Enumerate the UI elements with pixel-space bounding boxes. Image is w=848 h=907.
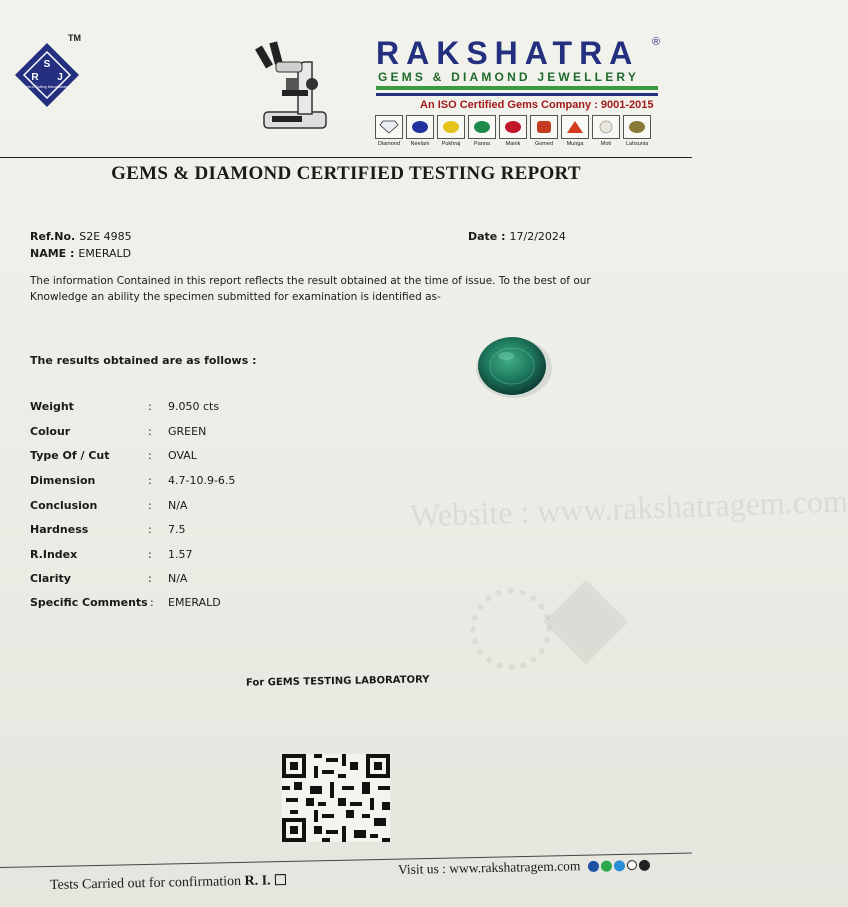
date-label: Date : <box>468 230 506 243</box>
date-value: 17/2/2024 <box>509 230 566 243</box>
result-value: 4.7-10.9-6.5 <box>168 474 236 487</box>
result-label: Specific Comments <box>30 596 148 609</box>
result-label: Type Of / Cut <box>30 449 110 462</box>
gem-item <box>530 115 558 147</box>
play-icon[interactable] <box>627 860 637 870</box>
result-separator: : <box>148 523 152 536</box>
report-title: GEMS & DIAMOND CERTIFIED TESTING REPORT <box>111 163 581 184</box>
result-label: Weight <box>30 400 74 413</box>
gem-label: Gomed <box>534 141 554 147</box>
result-value: EMERALD <box>168 596 221 609</box>
reference-line <box>30 227 132 245</box>
website-footer <box>398 857 650 878</box>
header-divider <box>0 157 692 158</box>
name-label: NAME : <box>30 247 75 260</box>
gem-label: Munga <box>566 141 584 147</box>
name-line <box>30 244 131 262</box>
lahsunia-gem-icon <box>628 120 646 134</box>
gem-label: Lahsunia <box>625 141 649 147</box>
pukhraj-gem-icon <box>442 120 460 134</box>
logo-letter-j: J <box>57 72 63 83</box>
website-watermark: Website : www.rakshatragem.com <box>409 482 848 534</box>
logo-caption: Gem-n-Cutting Manufacturers <box>23 85 71 89</box>
gem-item <box>623 115 651 147</box>
gomed-gem-icon <box>535 120 553 134</box>
result-value: GREEN <box>168 425 207 438</box>
result-value: OVAL <box>168 449 197 462</box>
result-separator: : <box>148 499 152 512</box>
gem-item <box>561 115 589 147</box>
instagram-icon[interactable] <box>639 860 650 871</box>
brand-name: RAKSHATRA <box>376 35 640 71</box>
twitter-icon[interactable] <box>614 860 625 871</box>
confirmation-checkbox[interactable] <box>274 874 285 885</box>
result-separator: : <box>148 449 152 462</box>
result-separator: : <box>148 474 152 487</box>
company-logo <box>14 42 80 108</box>
result-value: 7.5 <box>168 523 186 536</box>
result-label: Dimension <box>30 474 96 487</box>
result-value: 1.57 <box>168 548 193 561</box>
brand-subtitle: GEMS & DIAMOND JEWELLERY <box>378 70 640 84</box>
result-label: R.Index <box>30 548 78 561</box>
gem-item <box>437 115 465 147</box>
logo-letter-r: R <box>31 72 39 83</box>
facebook-icon[interactable] <box>588 861 599 872</box>
results-heading: The results obtained are as follows : <box>30 354 257 367</box>
iso-certification: An ISO Certified Gems Company : 9001-2015 <box>420 99 654 111</box>
neelam-gem-icon <box>411 120 429 134</box>
emerald-stone-photo <box>472 334 552 400</box>
name-value: EMERALD <box>78 247 132 260</box>
gem-label: Moti <box>600 141 612 147</box>
gem-item <box>499 115 527 147</box>
ref-value: S2E 4985 <box>79 230 132 243</box>
tests-method: R. I. <box>244 873 271 889</box>
tests-text: Tests Carried out for confirmation <box>49 874 242 893</box>
gem-icon-row <box>375 115 651 147</box>
gem-item <box>375 115 403 147</box>
gem-label: Diamond <box>377 141 400 147</box>
result-separator: : <box>148 425 152 438</box>
whatsapp-icon[interactable] <box>601 861 612 872</box>
microscope-icon <box>252 40 330 132</box>
watermark-ring-icon <box>470 588 552 670</box>
social-icons <box>588 860 650 872</box>
watermark-diamond-icon <box>544 580 629 665</box>
result-separator: : <box>150 596 154 609</box>
gem-item <box>406 115 434 147</box>
trademark-mark: TM <box>68 33 81 43</box>
result-separator: : <box>148 400 152 413</box>
diamond-gem-icon <box>380 120 398 134</box>
result-value: N/A <box>168 572 188 585</box>
result-label: Colour <box>30 425 71 438</box>
gem-label: Manik <box>505 141 521 147</box>
result-label: Clarity <box>30 572 71 585</box>
qr-code[interactable] <box>282 754 390 842</box>
result-label: Hardness <box>30 523 89 536</box>
gem-item <box>468 115 496 147</box>
brand-underline <box>376 86 658 96</box>
logo-letter-s: S <box>43 59 51 70</box>
moti-gem-icon <box>597 120 615 134</box>
registered-mark: ® <box>652 36 661 48</box>
gem-label: Pukhraj <box>441 141 461 147</box>
ref-label: Ref.No. <box>30 230 76 243</box>
panna-gem-icon <box>473 120 491 134</box>
gem-label: Panna <box>474 141 490 147</box>
date-line <box>468 227 566 245</box>
result-value: N/A <box>168 499 188 512</box>
gem-item <box>592 115 620 147</box>
lab-signoff: For GEMS TESTING LABORATORY <box>245 674 430 689</box>
website-link[interactable]: Visit us : www.rakshatragem.com <box>397 858 581 877</box>
result-value: 9.050 cts <box>168 400 220 413</box>
result-separator: : <box>148 572 152 585</box>
manik-gem-icon <box>504 120 522 134</box>
gem-label: Neelam <box>410 141 430 147</box>
munga-gem-icon <box>566 120 584 134</box>
result-separator: : <box>148 548 152 561</box>
intro-paragraph: The information Contained in this report reflects the result obtained at the time of issue. To the best of our Knowledge an ability the specimen submitted for examination is identified as- <box>30 275 591 303</box>
result-label: Conclusion <box>30 499 98 512</box>
tests-note <box>50 873 286 894</box>
